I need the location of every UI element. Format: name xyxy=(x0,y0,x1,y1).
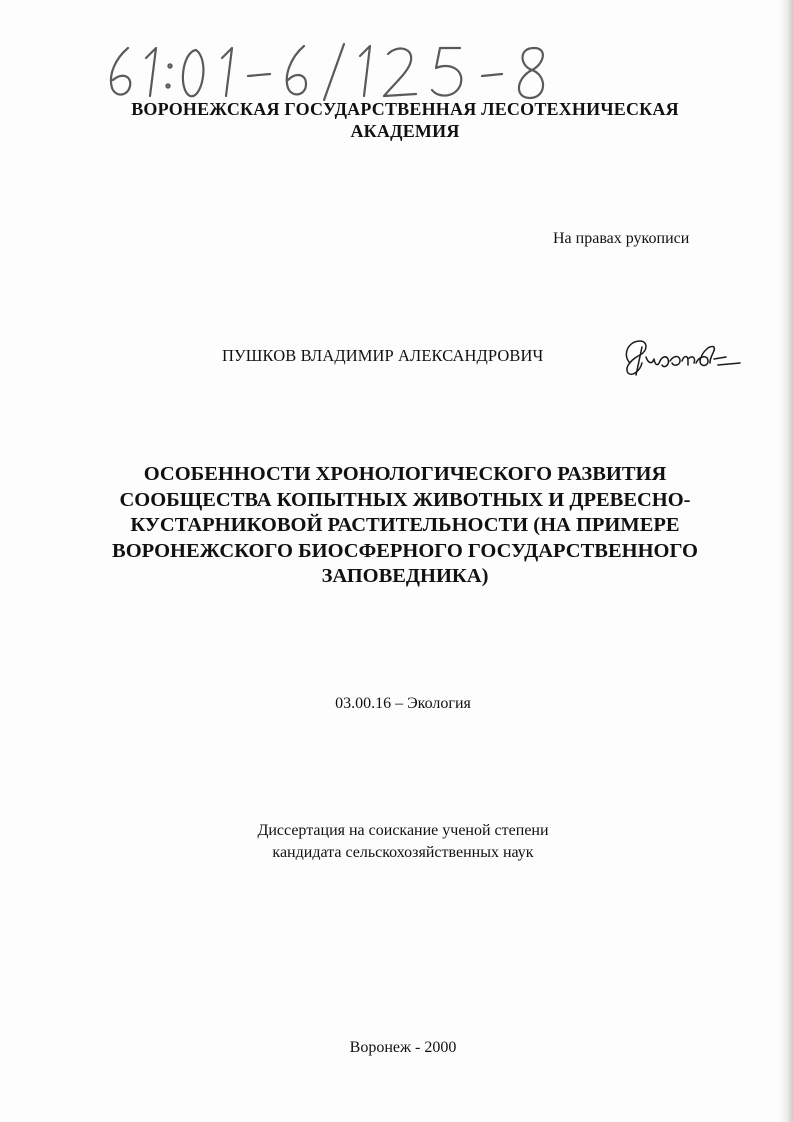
title-line: КУСТАРНИКОВОЙ РАСТИТЕЛЬНОСТИ (НА ПРИМЕРЕ xyxy=(130,514,680,536)
title-line: ОСОБЕННОСТИ ХРОНОЛОГИЧЕСКОГО РАЗВИТИЯ xyxy=(143,463,667,485)
institution-name xyxy=(60,98,750,142)
specialty-code: 03.00.16 – Экология xyxy=(335,695,471,712)
title-line: ЗАПОВЕДНИКА) xyxy=(321,565,489,587)
author-signature xyxy=(618,333,742,377)
dissertation-title xyxy=(70,462,740,590)
degree-statement xyxy=(0,820,793,864)
city-and-year: Воронеж - 2000 xyxy=(349,1039,457,1056)
title-line: СООБЩЕСТВА КОПЫТНЫХ ЖИВОТНЫХ И ДРЕВЕСНО- xyxy=(119,488,691,511)
institution-line-2: АКАДЕМИЯ xyxy=(350,121,460,141)
title-line: ВОРОНЕЖСКОГО БИОСФЕРНОГО ГОСУДАРСТВЕННОГО xyxy=(112,539,698,562)
manuscript-rights-note: На правах рукописи xyxy=(553,230,690,247)
institution-line-1: ВОРОНЕЖСКАЯ ГОСУДАРСТВЕННАЯ ЛЕСОТЕХНИЧЕСКАЯ xyxy=(131,99,679,119)
degree-line-1: Диссертация на соискание ученой степени xyxy=(257,822,549,839)
scan-edge-shadow xyxy=(779,0,793,1122)
author-name: ПУШКОВ ВЛАДИМИР АЛЕКСАНДРОВИЧ xyxy=(222,346,544,365)
catalog-number-handwritten xyxy=(98,40,568,102)
degree-line-2: кандидата сельскохозяйственных наук xyxy=(272,844,534,861)
